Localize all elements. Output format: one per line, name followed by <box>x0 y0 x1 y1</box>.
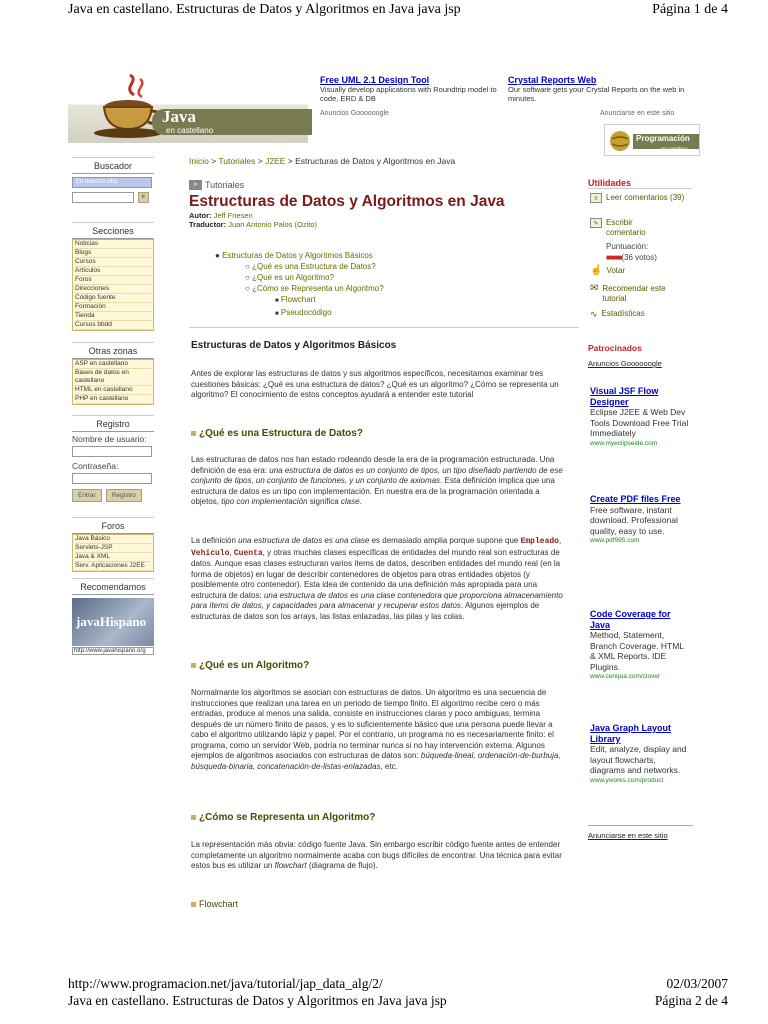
intro-paragraph: Antes de explorar las estructuras de datos y sus algoritmos específicos, necesitamos examinar tres cuestiones básicas: ¿Qué es una estructura de datos? ¿Qué es un algoritmo? ¿Cómo se representa un algoritmo? El conocimiento de estos conceptos ayudará a entender este tutorial <box>191 369 559 399</box>
toc-item[interactable]: ¿Qué es una Estructura de Datos? <box>252 262 376 271</box>
paragraph-representa: La representación más obvia: código fuente Java. Sin embargo escribir código fuente antes de entender completamente un algoritmo normalmente acaba con bugs difíciles de encontrar. Una técnica para evitar estos bus es utilizar un flowchart (diagrama de flujo). <box>191 840 562 870</box>
breadcrumb-sep: > <box>255 156 266 166</box>
rating-label: Puntuación: <box>606 242 649 251</box>
sponsored-title: Patrocinados <box>588 343 642 353</box>
code-cuenta: Cuenta <box>233 548 263 558</box>
otras-zonas-list <box>72 359 154 405</box>
toc-item[interactable]: ¿Qué es un Algoritmo? <box>252 273 334 282</box>
buscador-box <box>72 157 154 203</box>
ad-url[interactable]: www.pdf995.com <box>590 537 640 544</box>
sidebar-section-link[interactable]: Direcciones <box>75 285 151 294</box>
article-divider <box>189 327 579 328</box>
sponsored-ad-1[interactable] <box>590 386 690 449</box>
breadcrumb-j2ee[interactable]: J2EE <box>265 156 286 166</box>
bullet-icon <box>191 431 196 436</box>
vote-link[interactable]: ☝ Votar <box>590 265 626 276</box>
comments-icon: ≡ <box>590 193 602 203</box>
registro-box <box>72 415 154 502</box>
sidebar-section-link[interactable]: Foros <box>75 276 151 285</box>
hand-icon: ☝ <box>590 265 603 276</box>
foros-box <box>72 517 154 572</box>
programacion-sub: en castellano <box>661 146 688 151</box>
breadcrumb-sep: > <box>285 156 296 166</box>
top-ad-2-text: Our software gets your Crystal Reports on the web in minutes. <box>508 85 685 103</box>
buscador-title: Buscador <box>72 158 154 174</box>
top-ad-2[interactable] <box>508 75 688 103</box>
author-name[interactable]: Jeff Friesen <box>213 211 253 220</box>
sponsored-advertise[interactable]: Anunciarse en este sitio <box>588 831 668 840</box>
sidebar-forum-link[interactable]: Java & XML <box>75 553 151 562</box>
ad-url[interactable]: www.yworks.com/product <box>590 776 664 784</box>
banner-url[interactable]: http://www.javahispano.org <box>72 647 154 655</box>
globe-icon <box>608 129 632 153</box>
bullet-icon <box>191 815 196 820</box>
search-scope-select[interactable]: En nuestro sitio <box>72 177 152 188</box>
username-input[interactable] <box>72 446 152 457</box>
top-ad-1-title[interactable]: Free UML 2.1 Design Tool <box>320 75 430 85</box>
ad-url[interactable]: www.myeclipseide.com <box>590 439 658 447</box>
foros-title: Foros <box>72 518 154 534</box>
section-title: Estructuras de Datos y Algoritmos Básicos <box>191 340 397 351</box>
registro-title: Registro <box>72 416 154 432</box>
paragraph-datos-2: La definición una estructura de datos es una clase es demasiado amplia porque supone que Empleado, Vehículo, Cuenta, y otras muchas clases específicas de entidades del mundo real son estructuras de datos. Aunque esas clases estructuran varios ítems de datos, describen entidades del mundo real (en la forma de objetos) en lugar de describir contenedores de objetos para otras entidades objetos (y posiblemente otro contenedor). Esta idea de contenido da una definición más apropiada para una estructura de datos: una estructura de datos es una clase contenedora que proporciona almacenamiento para ítems de datos, y capacidades para almacenar y recuperar estos datos. Algunos ejemplos de estructuras de datos son los arrays, las listas enlazadas, las pilas y las colas. <box>191 536 563 621</box>
print-footer-title: Java en castellano. Estructuras de Datos y Algoritmos en Java java jsp <box>68 993 447 1008</box>
read-comments-link[interactable]: ≡ Leer comentarios (39) <box>590 193 690 203</box>
recommend-link[interactable]: ✉ Recomendar este tutorial <box>590 283 666 303</box>
print-header-page: Página 1 de 4 <box>652 2 728 17</box>
sidebar-section-link[interactable]: Cursos bbdd <box>75 321 151 330</box>
username-label: Nombre de usuario: <box>72 434 147 444</box>
foros-list <box>72 534 154 572</box>
search-input[interactable] <box>72 192 134 203</box>
top-ads-advertise[interactable]: Anunciarse en este sitio <box>600 110 675 117</box>
breadcrumb-sep: > <box>208 156 219 166</box>
print-header-title: Java en castellano. Estructuras de Datos y Algoritmos en Java java jsp <box>68 2 461 17</box>
breadcrumb-current: Estructuras de Datos y Algoritmos en Java <box>295 156 456 166</box>
password-label: Contraseña: <box>72 461 119 471</box>
rating: ■■■■(36 votos) <box>606 253 657 262</box>
share-icon: ✉ <box>590 283 599 294</box>
banner-text: javaHispano <box>76 614 147 629</box>
javahispano-banner[interactable] <box>72 598 154 646</box>
chart-icon: ∿ <box>590 309 598 319</box>
recomendamos-title: Recomendamos <box>72 579 154 595</box>
breadcrumb-home[interactable]: Inicio <box>189 156 209 166</box>
write-comment-link[interactable]: ✎ Escribir comentario <box>590 218 670 238</box>
login-button[interactable]: Entrar <box>72 489 102 502</box>
table-of-contents: ● Estructuras de Datos y Algoritmos Básicos ○ ¿Qué es una Estructura de Datos? ○ ¿Qué es un Algoritmo? ○ ¿Cómo se Representa un Algoritmo? ■ Flowchart ■ Pseudocódigo <box>215 251 384 317</box>
top-ad-1-text: Visually develop applications with Roundtrip model to code, ERD & DB <box>320 85 497 103</box>
sidebar-section-link[interactable]: Noticias <box>75 240 151 249</box>
ad-text: Edit, analyze, display and layout flowcharts, diagrams and networks. <box>590 744 687 775</box>
sidebar-zone-link[interactable]: ASP en castellano <box>75 360 151 369</box>
tutorial-icon: » <box>189 180 202 190</box>
ad-title[interactable]: Code Coverage for Java <box>590 609 671 630</box>
print-footer-url: http://www.programacion.net/java/tutorial/jap_data_alg/2/ <box>68 976 383 991</box>
secciones-list <box>72 239 154 331</box>
paragraph-algoritmo: Normalmante los algoritmos se asocian con estructuras de datos. Un algoritmo es una secuencia de instrucciones que realizan una tarea en un periodo de tiempo finito. El algoritmo recibe cero o más entradas, produce al menos una salida, consiste en instrucciones claras y poco ambiguas, termina después de un número finito de pasos, y es lo suficientemente básico que una persona puede llevar a cabo el algoritmo utilizando lápiz y papel. Por el contrario, un programa no es necesariamente finito: el programa, como un servidor Web, podría no terminar nunca si no hay intervención externa. Algunos ejemplos de algoritmos asociados con estructuras de datos son: búqueda-lineal, ordenación-de-burbuja, búsqueda-binaria, concatenación-de-listas-enlazadas, etc. <box>191 688 561 771</box>
print-footer-date: 02/03/2007 <box>666 976 728 991</box>
sidebar-section-link[interactable]: Formación <box>75 303 151 312</box>
code-vehiculo: Vehículo <box>191 548 230 558</box>
sidebar-section-link[interactable]: Código fuente <box>75 294 151 303</box>
bullet-icon <box>191 663 196 668</box>
pencil-icon: ✎ <box>590 218 602 228</box>
sidebar-section-link[interactable]: Blogs <box>75 249 151 258</box>
sidebar-section-link[interactable]: Cursos <box>75 258 151 267</box>
top-ads-label[interactable]: Anuncios Goooooogle <box>320 110 389 117</box>
category-label <box>189 180 244 190</box>
recomendamos-box <box>72 578 154 655</box>
heading-representa: ¿Cómo se Representa un Algoritmo? <box>191 812 375 823</box>
sidebar-forum-link[interactable]: Servlets-JSP <box>75 544 151 553</box>
register-button[interactable]: Registro <box>106 489 142 502</box>
ad-text: Method, Statement, Branch Coverage. HTML & XML Reports. IDE Plugins. <box>590 630 684 672</box>
sponsored-label[interactable]: Anuncios Goooooogle <box>588 359 662 368</box>
secciones-box <box>72 222 154 331</box>
sponsored-ad-4[interactable] <box>590 723 690 786</box>
logo-sub: en castellano <box>166 126 214 135</box>
author-label: Autor: <box>189 211 212 220</box>
programacion-logo[interactable] <box>604 124 700 156</box>
sponsored-ad-3[interactable] <box>590 609 690 683</box>
ad-title[interactable]: Java Graph Layout Library <box>590 723 672 744</box>
secciones-title: Secciones <box>72 223 154 239</box>
print-footer-page: Página 2 de 4 <box>654 993 728 1008</box>
heading-flowchart: Flowchart <box>191 899 238 909</box>
rating-stars-icon: ■■■■ <box>606 253 622 262</box>
sidebar-forum-link[interactable]: Java Básico <box>75 535 151 544</box>
sidebar-zone-link[interactable]: PHP en castellano <box>75 395 151 404</box>
top-ad-1[interactable] <box>320 75 505 103</box>
translator-label: Traductor: <box>189 220 227 229</box>
heading-estructura-datos: ¿Qué es una Estructura de Datos? <box>191 428 363 439</box>
paragraph-datos-1: Las estructuras de datos nos han estado rodeando desde la era de la programación estructurada. Una definición de esa era: una estructura de datos es un conjunto de tipos, un tipo diseñado partiendo de ese conjunto de tipos, un conjunto de funciones, y un conjunto de axiomas. Esta definición implica que una estructura de datos es un tipo con implementación. En nuestra era de la programación orientada a objetos, tipo con implementación significa clase. <box>191 455 563 506</box>
ad-text: Eclipse J2EE & Web Dev Tools Download Free Trial Immediately <box>590 407 689 438</box>
utilities-title: Utilidades <box>588 178 632 188</box>
otras-zonas-title: Otras zonas <box>72 343 154 359</box>
ad-url[interactable]: www.cenqua.com/clover <box>590 673 661 680</box>
breadcrumb-tutoriales[interactable]: Tutoriales <box>218 156 256 166</box>
sidebar-forum-link[interactable]: Serv. Aplicaciones J2EE <box>75 562 151 571</box>
toc-item[interactable]: Flowchart <box>280 295 316 304</box>
sidebar-section-link[interactable]: Artículos <box>75 267 151 276</box>
site-logo[interactable] <box>68 73 308 143</box>
toc-item[interactable]: ¿Cómo se Representa un Algoritmo? <box>252 284 384 293</box>
sponsored-ad-2[interactable] <box>590 494 690 547</box>
programacion-text: Programación <box>633 134 699 149</box>
category-text: Tutoriales <box>205 180 245 190</box>
logo-brand: Java <box>162 107 196 126</box>
search-go-button[interactable]: Ir <box>138 192 149 203</box>
sidebar-zone-link[interactable]: Bases de datos en castellano <box>75 369 151 386</box>
sidebar-section-link[interactable]: Tienda <box>75 312 151 321</box>
toc-item[interactable]: Pseudocódigo <box>280 308 332 317</box>
password-input[interactable] <box>72 473 152 484</box>
otras-zonas-box <box>72 342 154 405</box>
code-empleado: Empleado <box>520 537 559 546</box>
ad-title[interactable]: Create PDF files Free <box>590 494 681 504</box>
sponsored-divider <box>588 825 693 826</box>
translator-name[interactable]: Juan Antonio Palos (Ozito) <box>228 220 317 229</box>
page-title: Estructuras de Datos y Algoritmos en Java <box>189 193 505 210</box>
statistics-link[interactable]: ∿ Estadísticas <box>590 309 645 319</box>
heading-algoritmo: ¿Qué es un Algoritmo? <box>191 660 309 671</box>
ad-title[interactable]: Visual JSF Flow Designer <box>590 386 659 407</box>
utilities-divider <box>588 188 693 189</box>
breadcrumb <box>189 156 455 166</box>
ad-text: Free software, instant download. Professional quality, easy to use. <box>590 504 678 536</box>
top-ad-2-title[interactable]: Crystal Reports Web <box>508 75 597 85</box>
author-info <box>189 211 317 229</box>
bullet-icon <box>191 902 196 907</box>
toc-item[interactable]: Estructuras de Datos y Algoritmos Básicos <box>222 251 373 260</box>
sidebar-zone-link[interactable]: HTML en castellano <box>75 386 151 395</box>
